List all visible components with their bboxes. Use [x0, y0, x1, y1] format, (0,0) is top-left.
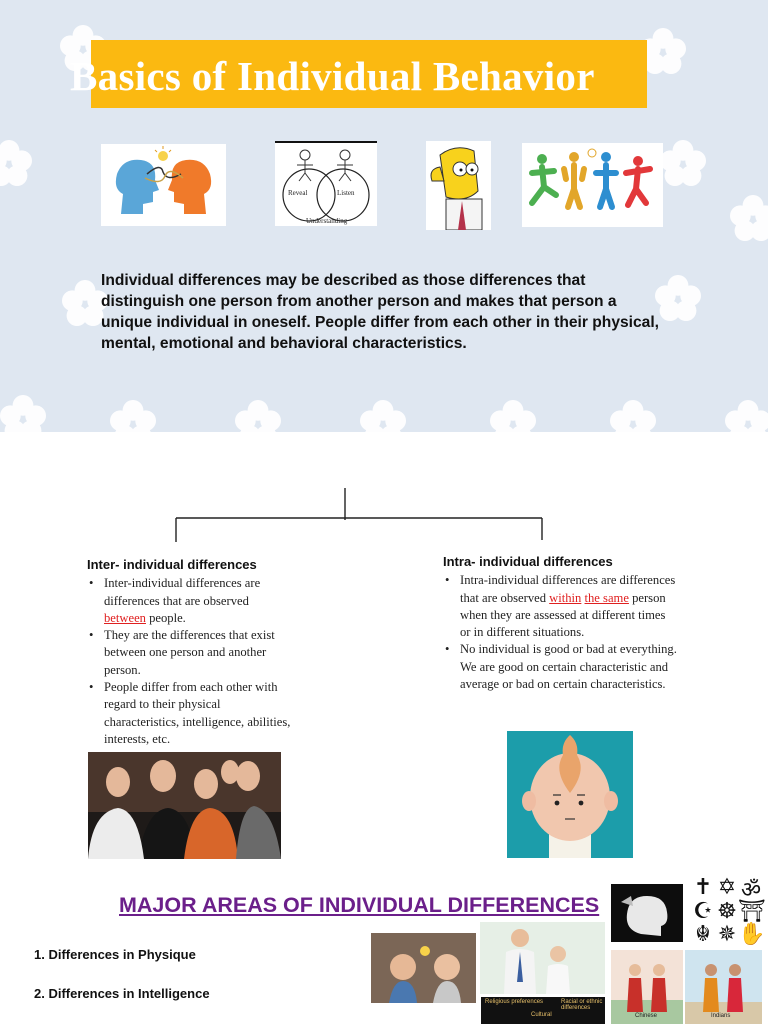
- flower-decoration-icon: [490, 400, 536, 432]
- indian-couple-image: [685, 950, 762, 1024]
- list-item: • They are the differences that exist between one person and another person.: [87, 627, 292, 679]
- understanding-label: Understanding: [306, 217, 348, 225]
- flower-decoration-icon: [0, 140, 32, 186]
- within-link[interactable]: within: [549, 590, 582, 605]
- faint-subtitle: [100, 455, 580, 479]
- dharma-wheel-icon: ☸: [717, 898, 737, 923]
- listen-label: Listen: [337, 189, 355, 197]
- intra-heading: Intra- individual differences: [443, 554, 613, 569]
- chinese-couple-image: [611, 950, 683, 1024]
- flower-decoration-icon: [360, 400, 406, 432]
- star-of-david-icon: ✡: [717, 874, 737, 899]
- intra-bullet-1-text: Intra-individual differences are differences that are observed: [460, 573, 676, 605]
- flower-decoration-icon: [235, 400, 281, 432]
- list-item: 2. Differences in Intelligence: [34, 986, 210, 1001]
- flower-decoration-icon: [110, 400, 156, 432]
- cross-icon: ✝: [693, 874, 713, 899]
- office-people-photo: [480, 922, 605, 994]
- reveal-label: Reveal: [288, 189, 308, 197]
- intra-individual-section: [443, 553, 679, 693]
- crescent-icon: ☪: [693, 898, 713, 923]
- between-link[interactable]: between: [104, 610, 146, 625]
- diversity-chart-image: [481, 997, 605, 1024]
- major-areas-heading: MAJOR AREAS OF INDIVIDUAL DIFFERENCES: [119, 893, 600, 917]
- list-item: [443, 572, 679, 641]
- page-title: Basics of Individual Behavior: [70, 53, 595, 99]
- inter-heading: Inter- individual differences: [87, 557, 257, 572]
- flower-decoration-icon: [0, 395, 46, 432]
- khanda-icon: ☬: [695, 921, 711, 946]
- flower-decoration-icon: [655, 275, 701, 321]
- cartoon-character-image: [426, 141, 491, 230]
- diverse-people-image: [522, 143, 663, 227]
- flower-decoration-icon: [725, 400, 768, 432]
- reveal-listen-diagram: [275, 141, 377, 226]
- inter-bullet-1-end: people.: [145, 610, 186, 625]
- flower-decoration-icon: [610, 400, 656, 432]
- intro-paragraph: Individual differences may be described as those differences that distinguish one person from another person and makes that person a unique individual in oneself. People differ from each other in their physical, mental, emotional and behavioral characteristics.: [101, 272, 660, 352]
- indians-label: Indians: [711, 1013, 731, 1019]
- star-icon: ✵: [717, 921, 737, 946]
- inter-bullet-1-text: Inter-individual differences are differences that are observed: [104, 576, 261, 608]
- list-item: • People differ from each other with regard to their physical characteristics, intelligence, abilities, interests, etc.: [87, 679, 292, 748]
- two-heads-image: [101, 144, 226, 226]
- header-panel: [0, 0, 768, 432]
- torii-icon: ⛩: [738, 898, 766, 923]
- list-item: • No individual is good or bad at everything. We are good on certain characteristic and average or bad on certain characteristics.: [443, 641, 679, 693]
- cartoon-head-image: [507, 731, 633, 858]
- hand-icon: ✋: [738, 921, 766, 946]
- cultural-label: Cultural: [531, 1012, 552, 1018]
- list-item: 1. Differences in Physique: [34, 947, 196, 962]
- flower-decoration-icon: [730, 195, 768, 241]
- flower-decoration-icon: [660, 140, 706, 186]
- the-same-link[interactable]: the same: [584, 590, 629, 605]
- audience-photo: [88, 752, 281, 859]
- racial-label: Racial or ethnic differences: [561, 999, 603, 1011]
- om-icon: ॐ: [740, 877, 762, 902]
- list-item: [87, 575, 292, 627]
- couple-thinking-photo: [371, 933, 476, 1003]
- intra-bullet-1-end: person when they are assessed at different times or in different situations.: [460, 590, 666, 640]
- inter-individual-section: [87, 556, 292, 748]
- brain-silhouette-image: [611, 884, 683, 942]
- hierarchy-connector: [170, 486, 550, 546]
- religious-label: Religious preferences: [485, 999, 544, 1005]
- chinese-label: Chinese: [635, 1013, 658, 1019]
